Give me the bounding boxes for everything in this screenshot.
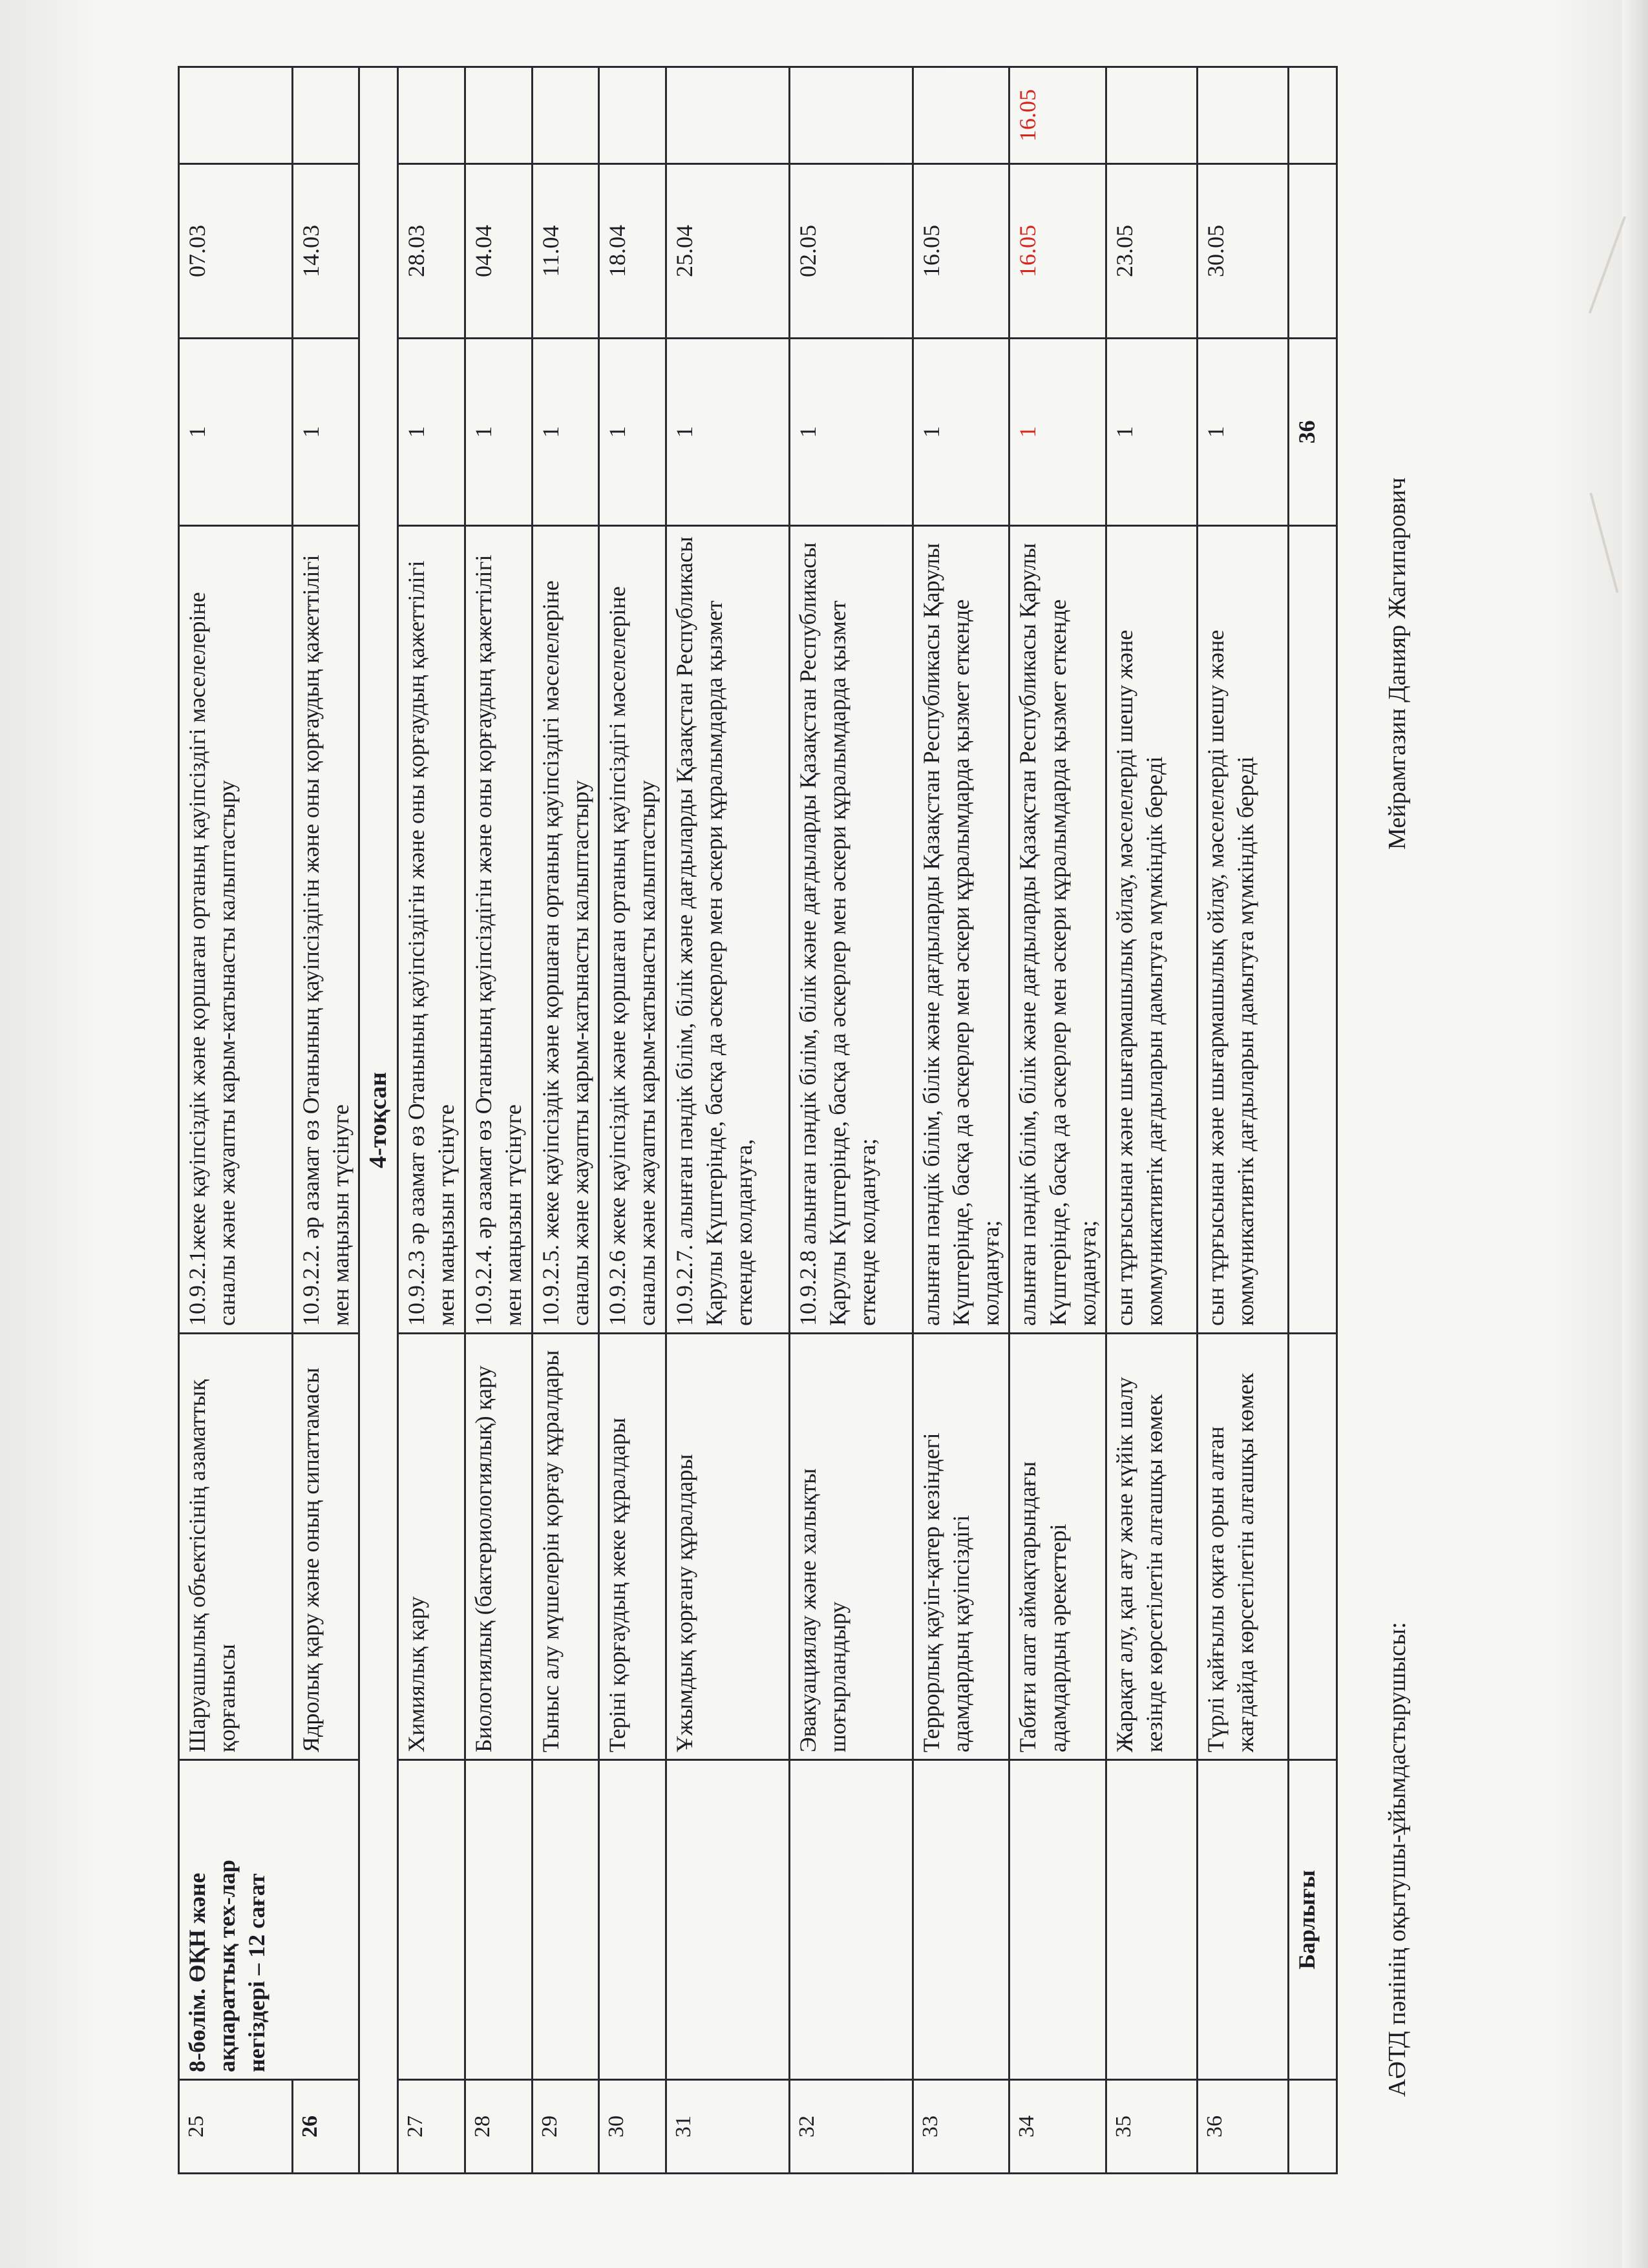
table-row	[398, 67, 465, 2174]
objectives-cell: алынған пәндік білім, білік және дағдыларды Қазақстан Республикасы Қарулы Күштерінде, басқа да әскерлер мен әскери құралымдарда қызмет еткенде колдануға;	[913, 526, 1009, 1334]
row-number: 30	[599, 2080, 666, 2174]
date-cell: 23.05	[1106, 164, 1198, 339]
total-blank	[1288, 2080, 1336, 2174]
extra-date-cell	[1106, 67, 1198, 164]
total-blank	[1288, 526, 1336, 1334]
extra-date-cell	[292, 67, 359, 164]
total-blank	[1288, 67, 1336, 164]
total-row	[1288, 67, 1336, 2174]
date-cell: 18.04	[599, 164, 666, 339]
hours-cell: 1	[292, 339, 359, 526]
table-row	[1009, 67, 1106, 2174]
objectives-cell: алынған пәндік білім, білік және дағдыларды Қазақстан Республикасы Қарулы Күштерінде, басқа да әскерлер мен әскери құралымдарда қызмет еткенде колдануға;	[1009, 526, 1106, 1334]
row-number: 33	[913, 2080, 1009, 2174]
hours-cell: 1	[532, 339, 599, 526]
date-cell: 14.03	[292, 164, 359, 339]
date-cell: 11.04	[532, 164, 599, 339]
table-row	[666, 67, 789, 2174]
teacher-role: АӘТД пәнінің оқытушы-ұйымдастырушысы:	[1384, 1622, 1411, 2097]
date-cell: 04.04	[465, 164, 532, 339]
topic-cell: Эвакуациялау және халықты шоғырландыру	[789, 1334, 913, 1760]
hours-cell: 1	[465, 339, 532, 526]
row-number: 26	[292, 2080, 359, 2174]
date-cell: 02.05	[789, 164, 913, 339]
objectives-cell: 10.9.2.1жеке қауіпсіздік және қоршаған ортаның қауіпсіздігі мәселелеріне саналы және жауапты карым-катынасты калыптастыру	[179, 526, 293, 1334]
objectives-cell: 10.9.2.3 әр азамат өз Отанының қауіпсіздігін және оны қорғаудың қажеттілігі мен маңызын түсінуге	[398, 526, 465, 1334]
date-cell: 25.04	[666, 164, 789, 339]
objectives-cell: 10.9.2.6 жеке қауіпсіздік және қоршаған ортаның қауіпсіздігі мәселелеріне саналы және жауапты карым-катынасты калыптастыру	[599, 526, 666, 1334]
row-number: 34	[1009, 2080, 1106, 2174]
total-blank	[1288, 1334, 1336, 1760]
extra-date-cell	[599, 67, 666, 164]
row-number: 25	[179, 2080, 293, 2174]
total-label: Барлығы	[1288, 1760, 1336, 2080]
section-cell	[666, 1760, 789, 2080]
section-cell	[1009, 1760, 1106, 2080]
row-number: 36	[1197, 2080, 1288, 2174]
date-cell: 07.03	[179, 164, 293, 339]
extra-date-cell: 16.05	[1009, 67, 1106, 164]
objectives-cell: 10.9.2.7. алынған пәндік білім, білік және дағдыларды Қазақстан Республикасы Қарулы Күштерінде, басқа да әскерлер мен әскери құралымдарда қызмет еткенде колдануға,	[666, 526, 789, 1334]
hours-cell: 1	[789, 339, 913, 526]
extra-date-cell	[666, 67, 789, 164]
date-cell: 16.05	[913, 164, 1009, 339]
row-number: 27	[398, 2080, 465, 2174]
extra-date-cell	[465, 67, 532, 164]
extra-date-cell	[398, 67, 465, 164]
teacher-name: Мейрамгазин Данияр Жагипарович	[1384, 478, 1411, 850]
objectives-cell: сын тұрғысынан және шығармашылық ойлау, мәселелерді шешу және коммуникативтік дағдыларын дамытуға мүмкіндік береді	[1197, 526, 1288, 1334]
extra-date-cell	[789, 67, 913, 164]
table-row	[913, 67, 1009, 2174]
section-cell	[1106, 1760, 1198, 2080]
hours-cell: 1	[398, 339, 465, 526]
row-number: 31	[666, 2080, 789, 2174]
total-hours: 36	[1288, 339, 1336, 526]
section-cell	[599, 1760, 666, 2080]
topic-cell: Ұжымдық қорғану құралдары	[666, 1334, 789, 1760]
topic-cell: Биологиялық (бактериологиялық) қару	[465, 1334, 532, 1760]
hours-cell: 1	[1197, 339, 1288, 526]
table-row	[1106, 67, 1198, 2174]
binder-edge	[1622, 0, 1648, 2268]
hours-cell: 1	[599, 339, 666, 526]
objectives-cell: 10.9.2.4. әр азамат өз Отанының қауіпсіздігін және оны қорғаудың қажеттілігі мен маңызын түсінуге	[465, 526, 532, 1334]
date-cell: 16.05	[1009, 164, 1106, 339]
section-cell	[465, 1760, 532, 2080]
table-row	[465, 67, 532, 2174]
date-cell: 30.05	[1197, 164, 1288, 339]
topic-cell: Ядролық қару және оның сипаттамасы	[292, 1334, 359, 1760]
hours-cell: 1	[1009, 339, 1106, 526]
date-cell: 28.03	[398, 164, 465, 339]
topic-cell: Химиялық қару	[398, 1334, 465, 1760]
topic-cell: Жарақат алу, қан ағу және күйік шалу кезінде көрсетілетін алғашқы көмек	[1106, 1334, 1198, 1760]
section-cell	[532, 1760, 599, 2080]
objectives-cell: сын тұрғысынан және шығармашылық ойлау, мәселелерді шешу және коммуникативтік дағдыларын дамытуға мүмкіндік береді	[1106, 526, 1198, 1334]
row-number: 29	[532, 2080, 599, 2174]
row-number: 28	[465, 2080, 532, 2174]
lesson-plan-table	[178, 66, 1338, 2174]
topic-cell: Түрлі қайғылы оқиға орын алған жағдайда көрсетілетін алғашқы көмек	[1197, 1334, 1288, 1760]
total-blank	[1288, 164, 1336, 339]
objectives-cell: 10.9.2.5. жеке қауіпсіздік және қоршаған ортаның қауіпсіздігі мәселелеріне саналы және жауапты карым-катынасты калыптастыру	[532, 526, 599, 1334]
objectives-cell: 10.9.2.8 алынған пәндік білім, білік және дағдыларды Қазақстан Республикасы Қарулы Күштерінде, басқа да әскерлер мен әскери құралымдарда қызмет еткенде колдануға;	[789, 526, 913, 1334]
hours-cell: 1	[1106, 339, 1198, 526]
table-row	[1197, 67, 1288, 2174]
signature-footer	[1347, 68, 1431, 2174]
quarter-row	[359, 67, 398, 2174]
table-row	[532, 67, 599, 2174]
extra-date-cell	[532, 67, 599, 164]
topic-cell: Террорлық қауіп-қатер кезіндегі адамдардың қауіпсіздігі	[913, 1334, 1009, 1760]
row-number: 32	[789, 2080, 913, 2174]
table-row	[179, 67, 293, 2174]
objectives-cell: 10.9.2.2. әр азамат өз Отанының қауіпсіздігін және оны қорғаудың қажеттілігі мен маңызын түсінуге	[292, 526, 359, 1334]
extra-date-cell	[1197, 67, 1288, 164]
topic-cell: Тыныс алу мүшелерін қорғау құралдары	[532, 1334, 599, 1760]
extra-date-cell	[913, 67, 1009, 164]
topic-cell: Табиғи апат аймақтарындағы адамдардың әрекеттері	[1009, 1334, 1106, 1760]
hours-cell: 1	[913, 339, 1009, 526]
section-title: 8-бөлім. ӨҚН және ақпараттық тех-лар негіздері – 12 сағат	[179, 1760, 359, 2080]
hours-cell: 1	[179, 339, 293, 526]
row-number: 35	[1106, 2080, 1198, 2174]
extra-date-cell	[179, 67, 293, 164]
section-cell	[789, 1760, 913, 2080]
rotated-page	[178, 68, 1454, 2174]
hours-cell: 1	[666, 339, 789, 526]
section-cell	[913, 1760, 1009, 2080]
section-cell	[398, 1760, 465, 2080]
topic-cell: Шаруашылық объектісінің азаматтық қорғанысы	[179, 1334, 293, 1760]
table-row	[599, 67, 666, 2174]
table-row	[789, 67, 913, 2174]
section-cell	[1197, 1760, 1288, 2080]
topic-cell: Теріні қорғаудың жеке құралдары	[599, 1334, 666, 1760]
quarter-label: 4-тоқсан	[359, 67, 398, 2174]
